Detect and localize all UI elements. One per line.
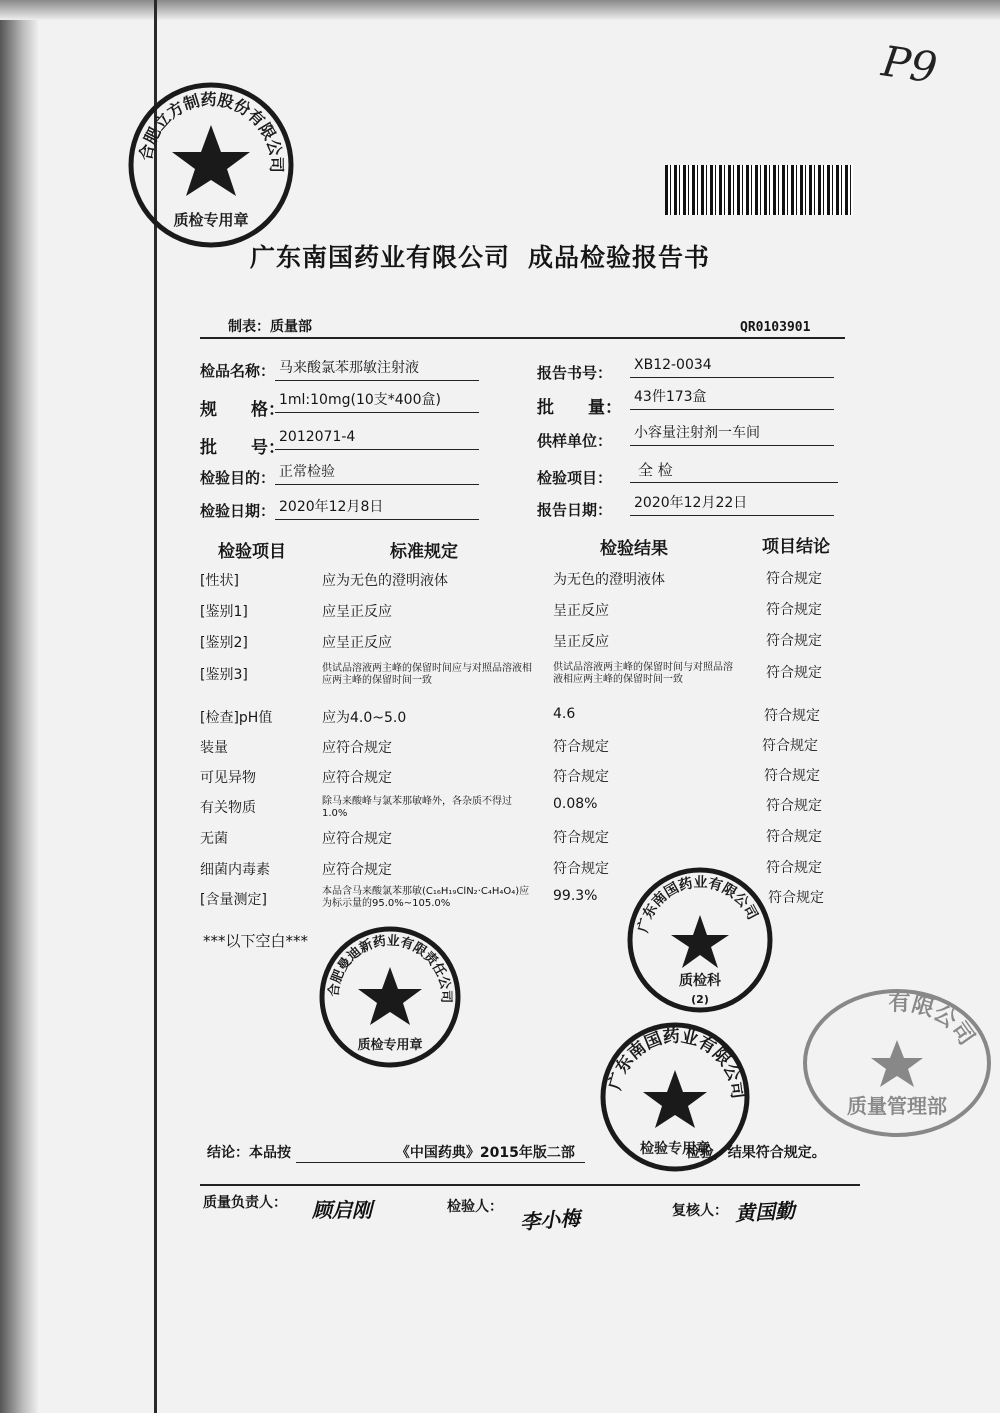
batch-label: 批 号： (200, 438, 285, 458)
col-header-result: 检验结果 (600, 539, 668, 559)
row-3-item: [鉴别2] (200, 635, 248, 651)
stamp-bottom-center-center: 检验专用章 (640, 1141, 710, 1157)
row-1-std: 应为无色的澄明液体 (322, 573, 448, 589)
scan-shadow-top (0, 0, 1000, 20)
row-6-item: 装量 (200, 740, 228, 756)
conclusion-standard: 《中国药典》2015年版二部 (296, 1142, 585, 1163)
footer-rule (200, 1184, 860, 1186)
row-1-concl: 符合规定 (766, 571, 822, 587)
row-2-item: [鉴别1] (200, 604, 248, 620)
stamp-mid-left-center: 质检专用章 (357, 1038, 423, 1053)
row-5-item: [检查]pH值 (200, 710, 273, 726)
row-8-result: 0.08% (553, 796, 598, 812)
row-3-concl: 符合规定 (766, 633, 822, 649)
row-11-concl: 符合规定 (768, 890, 824, 906)
purpose-label: 检验目的： (200, 469, 276, 487)
conclusion-prefix: 结论：本品按 (207, 1145, 291, 1161)
stamp-bottom-right-center: 质量管理部 (847, 1094, 947, 1118)
row-6-std: 应符合规定 (322, 740, 392, 756)
stamp-top-left-center: 质检专用章 (173, 211, 249, 229)
document-title (250, 238, 710, 274)
form-number: QR0103901 (740, 320, 811, 335)
stamp-top-left (126, 80, 296, 250)
row-4-concl: 符合规定 (766, 665, 822, 681)
row-3-result: 呈正反应 (553, 634, 609, 650)
inspector-signature: 李小梅 (519, 1205, 581, 1235)
qa-label: 质量负责人： (203, 1195, 287, 1211)
stamp-bottom-center-ring: 广东南国药业有限公司 (605, 1026, 748, 1101)
test-date-value: 2020年12月8日 (275, 497, 479, 520)
row-9-concl: 符合规定 (766, 829, 822, 845)
product-name-value: 马来酸氯苯那敏注射液 (275, 358, 479, 381)
purpose-value: 正常检验 (275, 462, 479, 485)
row-8-item: 有关物质 (200, 800, 256, 816)
row-2-concl: 符合规定 (766, 602, 822, 618)
report-no-label: 报告书号： (537, 364, 613, 382)
row-4-item: [鉴别3] (200, 667, 248, 683)
row-7-concl: 符合规定 (764, 768, 820, 784)
row-5-std: 应为4.0~5.0 (322, 710, 407, 726)
supplier-label: 供样单位： (537, 432, 613, 450)
row-1-item: [性状] (200, 573, 239, 589)
row-5-result: 4.6 (553, 706, 576, 722)
blank-note: ***以下空白*** (203, 932, 309, 950)
quantity-label: 批 量： (537, 398, 622, 418)
stamp-bottom-right (800, 985, 995, 1140)
stamp-bottom-right-ring: 有限公司 (888, 990, 979, 1051)
col-header-item: 检验项目 (218, 542, 286, 562)
spec-value: 1ml:10mg(10支*400盒) (275, 390, 479, 413)
barcode (665, 165, 853, 215)
svg-text:有限公司 (888, 990, 979, 1050)
row-11-item: [含量测定] (200, 892, 267, 908)
scan-shadow-left (0, 0, 38, 1413)
row-11-result: 99.3% (553, 888, 598, 904)
product-name-label: 检品名称： (200, 362, 276, 380)
report-no-value: XB12-0034 (630, 355, 834, 378)
report-date-label: 报告日期： (537, 501, 613, 519)
row-10-result: 符合规定 (553, 861, 609, 877)
row-6-concl: 符合规定 (762, 738, 818, 754)
row-9-result: 符合规定 (553, 830, 609, 846)
row-8-std: 除马来酸峰与氯苯那敏峰外，各杂质不得过1.0% (322, 796, 512, 819)
row-6-result: 符合规定 (553, 739, 609, 755)
stamp-mid-right (625, 865, 775, 1015)
conclusion-suffix: 检验，结果符合规定。 (685, 1145, 826, 1161)
row-2-std: 应呈正反应 (322, 604, 392, 620)
row-10-std: 应符合规定 (322, 862, 392, 878)
stamp-mid-right-ring: 广东南国药业有限公司 (635, 874, 761, 935)
row-2-result: 呈正反应 (553, 603, 609, 619)
row-4-result: 供试品溶液两主峰的保留时间与对照品溶液相应两主峰的保留时间一致 (553, 662, 733, 685)
test-date-label: 检验日期： (200, 502, 276, 520)
row-11-std: 本品含马来酸氯苯那敏(C₁₆H₁₉ClN₂·C₄H₄O₄)应为标示量的95.0%~105.0% (322, 886, 530, 909)
row-7-item: 可见异物 (200, 770, 256, 786)
col-header-conclusion: 项目结论 (762, 537, 830, 557)
stamp-mid-left-ring: 合肥曼迪新药业有限责任公司 (326, 933, 454, 1004)
page-mark: P9 (878, 36, 941, 93)
items-label: 检验项目： (537, 469, 613, 487)
col-header-standard: 标准规定 (390, 542, 458, 562)
reviewer-signature: 黄国勤 (734, 1198, 796, 1226)
stamp-top-left-ring: 合肥立方制药股份有限公司 (135, 89, 287, 173)
quantity-value: 43件173盒 (630, 387, 834, 410)
row-8-concl: 符合规定 (766, 798, 822, 814)
report-date-value: 2020年12月22日 (630, 493, 834, 516)
row-9-item: 无菌 (200, 831, 228, 847)
header-rule (200, 337, 845, 339)
spec-label: 规 格： (200, 400, 285, 420)
qa-signature: 顾启刚 (312, 1198, 372, 1222)
row-1-result: 为无色的澄明液体 (553, 572, 665, 588)
batch-value: 2012071-4 (275, 427, 479, 450)
stamp-mid-left (318, 925, 463, 1070)
row-3-std: 应呈正反应 (322, 635, 392, 651)
title-doc: 成品检验报告书 (528, 243, 711, 272)
row-7-std: 应符合规定 (322, 770, 392, 786)
row-10-concl: 符合规定 (766, 860, 822, 876)
items-value: 全 检 (630, 460, 838, 483)
row-7-result: 符合规定 (553, 769, 609, 785)
supplier-value: 小容量注射剂一车间 (630, 423, 834, 446)
title-company: 广东南国药业有限公司 (250, 243, 511, 272)
row-5-concl: 符合规定 (764, 708, 820, 724)
stamp-mid-right-center: 质检科 (679, 973, 721, 989)
inspector-label: 检验人： (447, 1199, 503, 1215)
reviewer-label: 复核人： (672, 1203, 728, 1219)
row-9-std: 应符合规定 (322, 831, 392, 847)
row-4-std: 供试品溶液两主峰的保留时间应与对照品溶液相应两主峰的保留时间一致 (322, 663, 532, 686)
row-10-item: 细菌内毒素 (200, 862, 270, 878)
stamp-mid-right-num: (2) (691, 993, 709, 1006)
maker-label: 制表：质量部 (228, 319, 312, 335)
conclusion-line (207, 1142, 826, 1163)
